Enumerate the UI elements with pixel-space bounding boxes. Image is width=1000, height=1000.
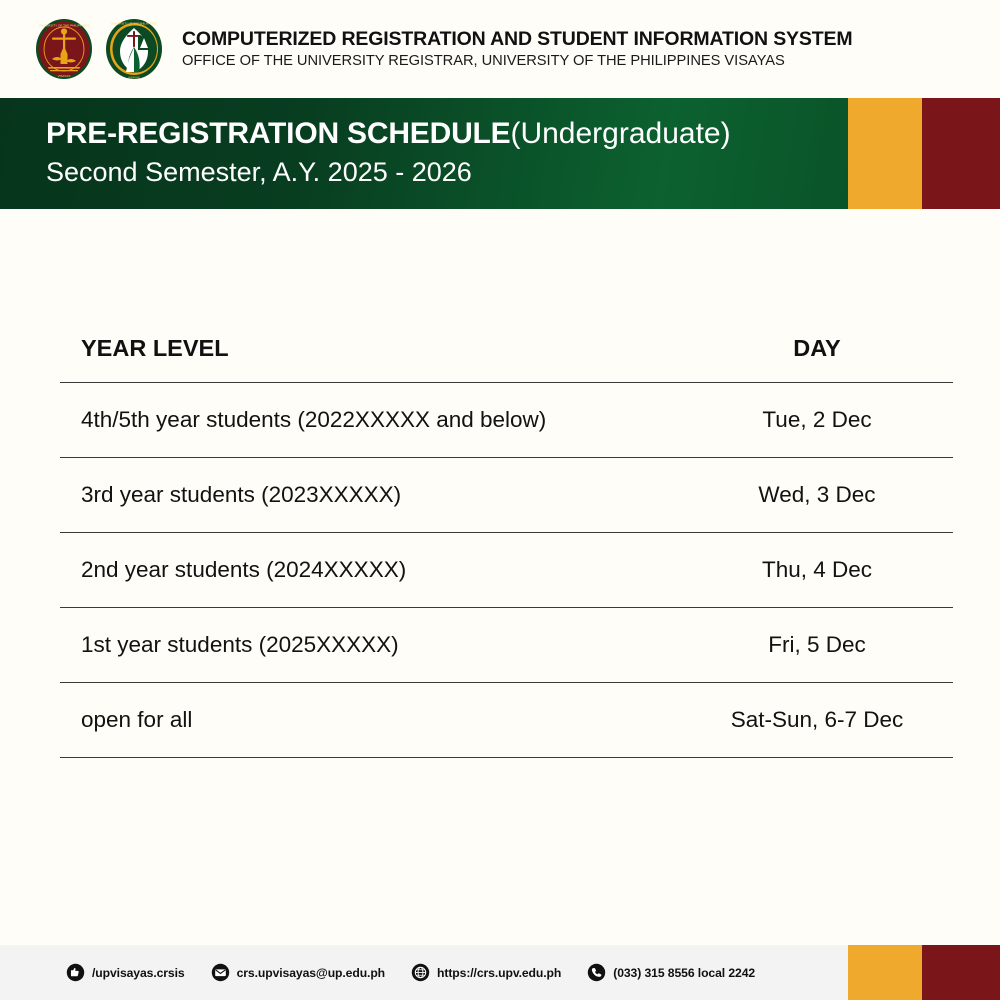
table-header-row: [60, 315, 953, 383]
title-banner: [0, 98, 1000, 209]
column-header-day: DAY: [681, 315, 953, 383]
logo-group: [34, 17, 164, 81]
phone-icon: [587, 963, 606, 982]
banner-yellow-stripe: [848, 98, 922, 209]
footer-yellow-stripe: [848, 945, 922, 1000]
svg-text:UNIVERSITY OF THE PHILIPPINES: UNIVERSITY OF THE PHILIPPINES: [38, 23, 90, 28]
banner-title-line: [46, 115, 731, 153]
schedule-table: [60, 315, 953, 758]
globe-icon: [411, 963, 430, 982]
banner-text-block: [46, 115, 731, 189]
footer-contact-list: [66, 945, 755, 1000]
table-row: [60, 533, 953, 608]
banner-title-bold: PRE-REGISTRATION SCHEDULE: [46, 117, 511, 150]
envelope-icon: [211, 963, 230, 982]
footer-maroon-stripe: [922, 945, 1000, 1000]
up-seal-icon: [34, 17, 94, 81]
cell-year-level: open for all: [60, 683, 681, 758]
office-subtitle: OFFICE OF THE UNIVERSITY REGISTRAR, UNIVERSITY OF THE PHILIPPINES VISAYAS: [182, 52, 785, 69]
footer-email-label: crs.upvisayas@up.edu.ph: [236, 965, 386, 980]
footer-email-item[interactable]: [211, 963, 385, 982]
cell-day: Tue, 2 Dec: [681, 383, 953, 458]
cell-year-level: 2nd year students (2024XXXXX): [60, 533, 681, 608]
thumbs-up-icon: [66, 963, 85, 982]
cell-year-level: 4th/5th year students (2022XXXXX and below): [60, 383, 681, 458]
footer-phone-label: (033) 315 8556 local 2242: [613, 965, 756, 980]
footer-phone-item[interactable]: [587, 963, 755, 982]
footer-facebook-item[interactable]: [66, 963, 185, 982]
cell-day: Fri, 5 Dec: [681, 608, 953, 683]
footer-website-label: https://crs.upv.edu.ph: [437, 965, 562, 980]
page-header: [0, 0, 1000, 98]
table-head: [60, 315, 953, 383]
upv-seal-icon: [104, 17, 164, 81]
system-title: COMPUTERIZED REGISTRATION AND STUDENT INFORMATION SYSTEM: [182, 27, 853, 50]
column-header-year-level: YEAR LEVEL: [60, 315, 681, 383]
table-row: [60, 683, 953, 758]
banner-subtitle: Second Semester, A.Y. 2025 - 2026: [46, 156, 472, 187]
svg-text:UNIVERSITY OF THE PHILIPPINES: UNIVERSITY OF THE PHILIPPINES: [111, 21, 157, 26]
cell-year-level: 1st year students (2025XXXXX): [60, 608, 681, 683]
cell-day: Thu, 4 Dec: [681, 533, 953, 608]
banner-title-light: (Undergraduate): [510, 117, 731, 150]
page-footer: [0, 945, 1000, 1000]
table-row: [60, 383, 953, 458]
cell-year-level: 3rd year students (2023XXXXX): [60, 458, 681, 533]
banner-maroon-stripe: [922, 98, 1000, 209]
cell-day: Sat-Sun, 6-7 Dec: [681, 683, 953, 758]
svg-text:VISAYAS: VISAYAS: [128, 75, 140, 80]
table-row: [60, 608, 953, 683]
cell-day: Wed, 3 Dec: [681, 458, 953, 533]
table-row: [60, 458, 953, 533]
header-text-block: [182, 29, 852, 69]
footer-website-item[interactable]: [411, 963, 561, 982]
svg-text:VISAYAS: VISAYAS: [57, 74, 71, 78]
table-body: [60, 383, 953, 758]
schedule-table-container: [60, 315, 932, 758]
footer-facebook-label: /upvisayas.crsis: [92, 965, 185, 980]
